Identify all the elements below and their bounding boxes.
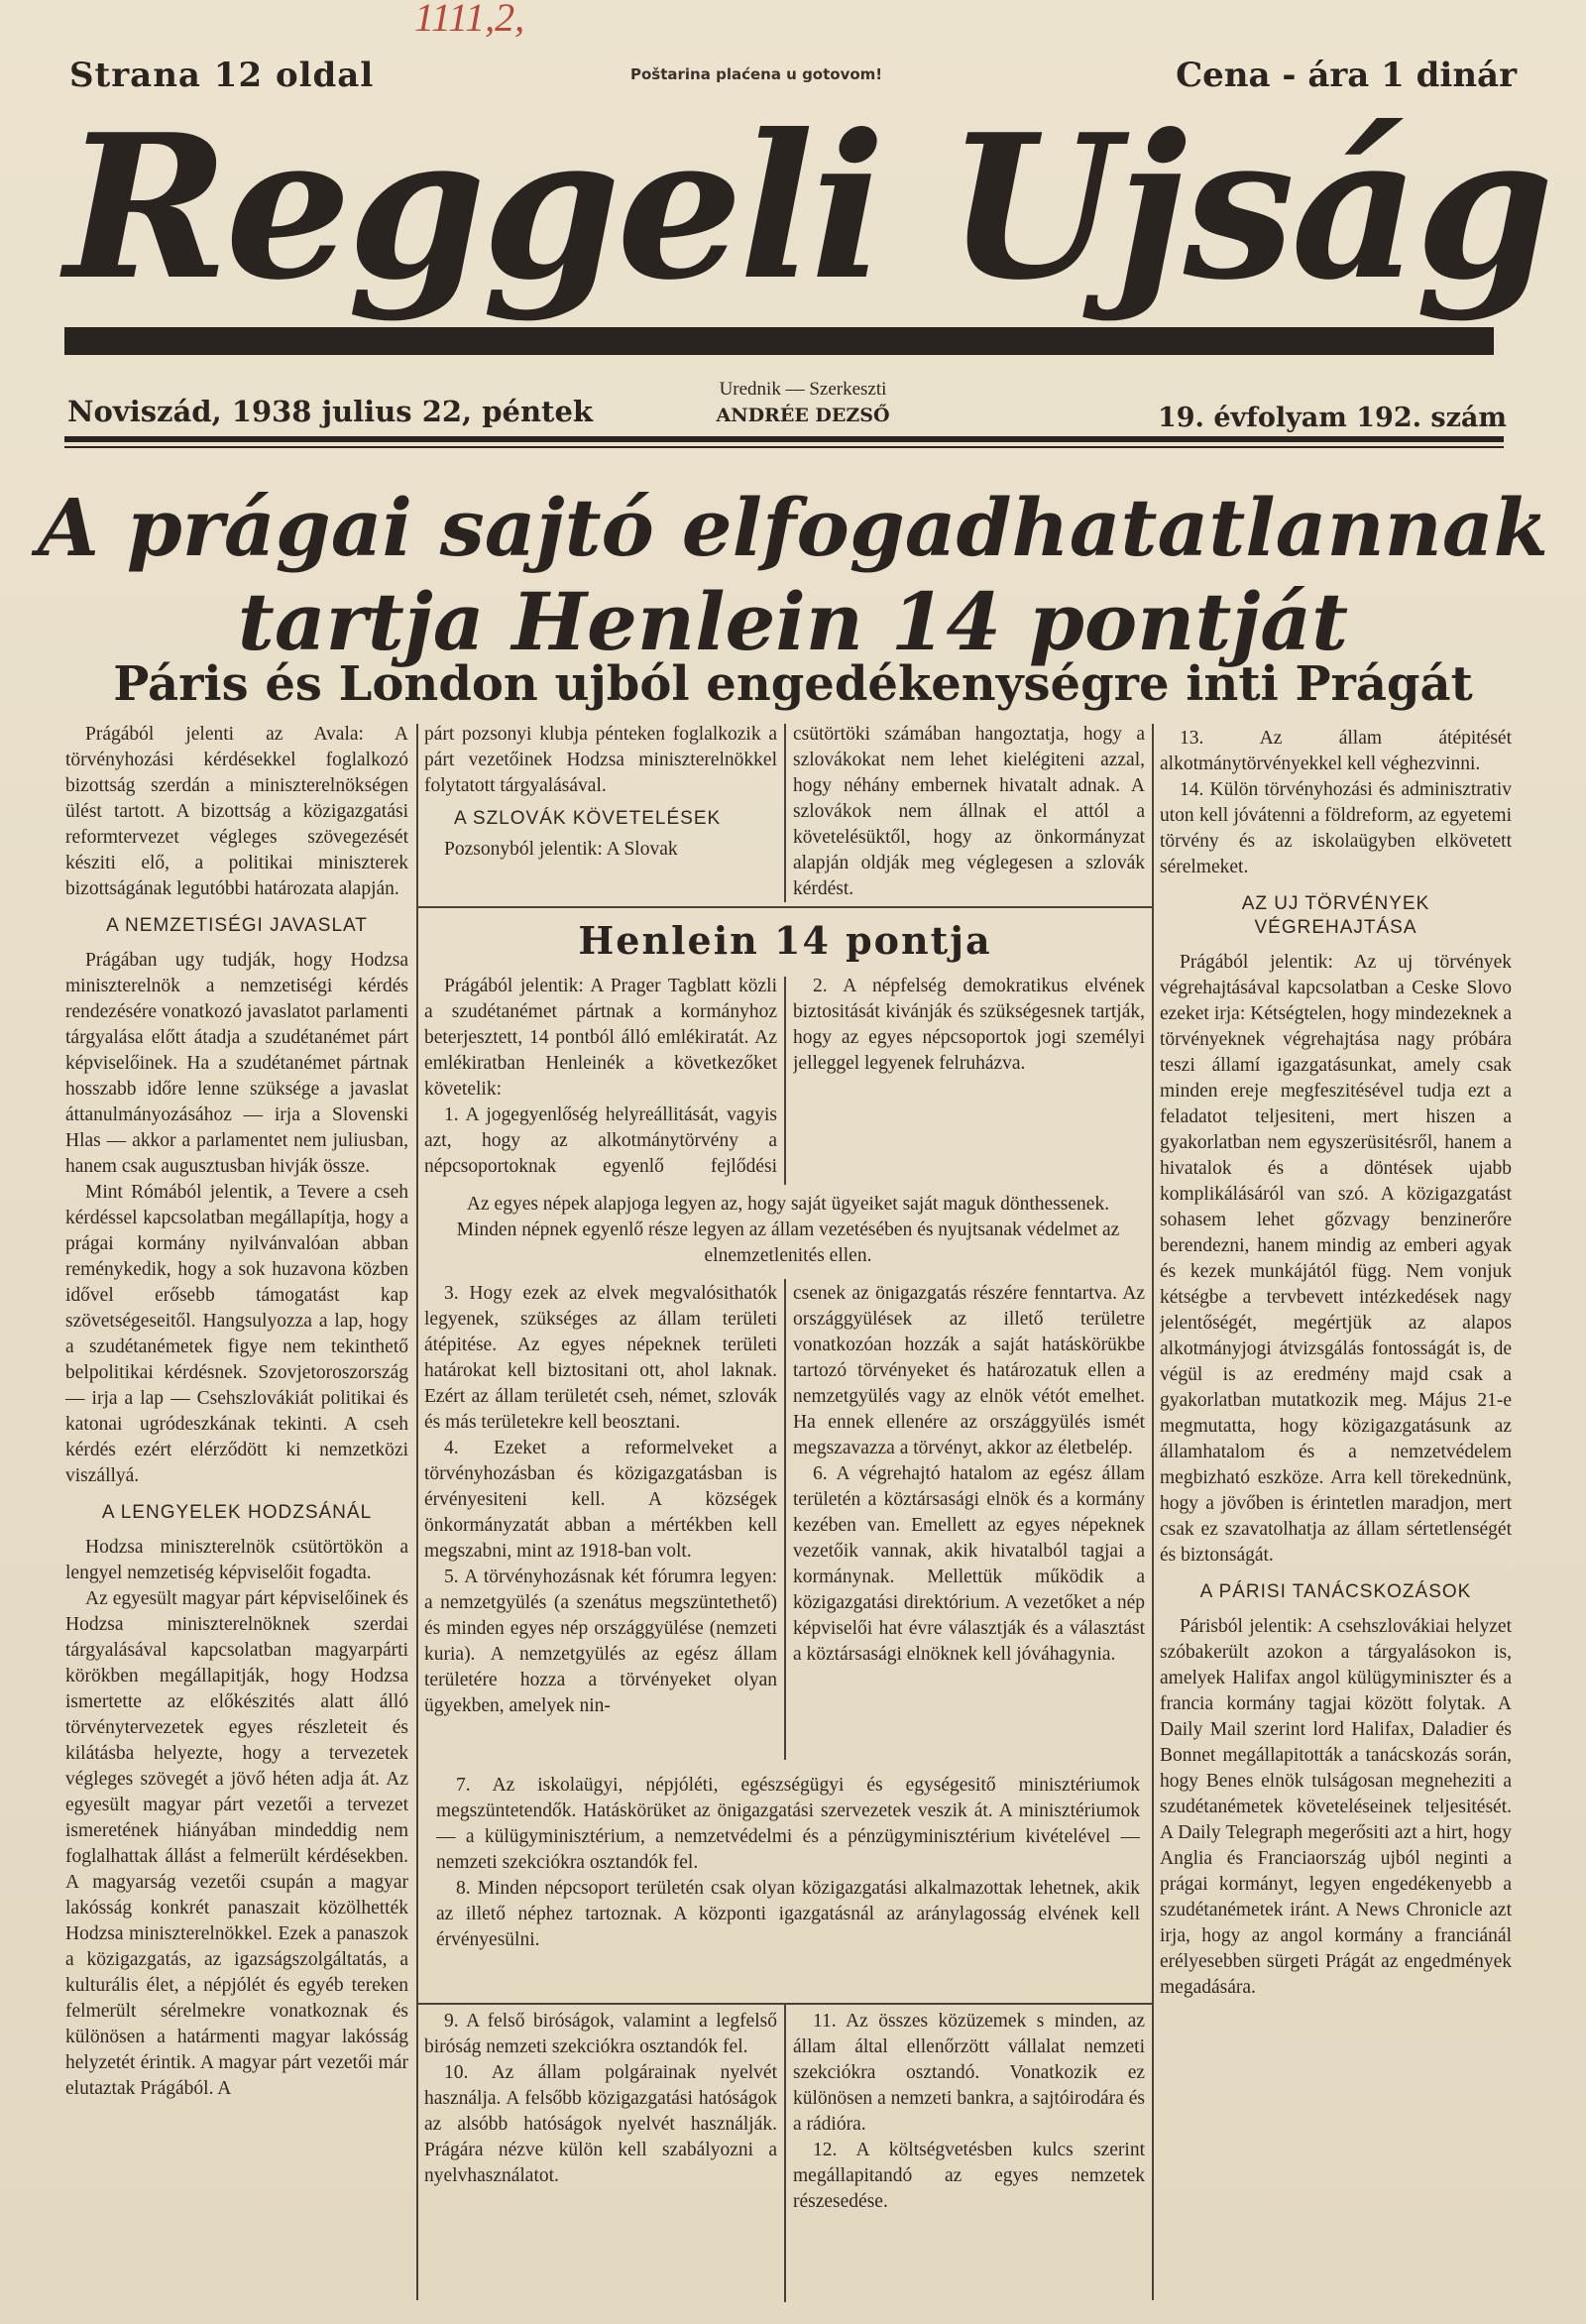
article-paragraph: Prágából jelentik: A Prager Tagblatt közli a szudétanémet pártnak a kormányhoz beterjesztett, 14 pontból álló emlékiratát. Az emlékiratban Henleinék a következőket követelik: — [424, 976, 777, 1100]
page-number: Strana 12 oldal — [69, 56, 375, 95]
section-heading: A LENGYELEK HODZSÁNÁL — [101, 1502, 373, 1523]
article-paragraph: 8. Minden népcsoport területén csak olyan közigazgatási alkalmazottak lehetnek, akik az illető néphez tartoznak. A központi igazgatásnál az aránylagosság elvének kell érvényesülni. — [436, 1878, 1140, 1950]
article-paragraph: 1. A jogegyenlőség helyreállitását, vagyis azt, hogy az alkotmánytörvény a népcsoportoknak egyenlő fejlődési — [424, 1104, 777, 1177]
article-paragraph: 4. Ezeket a reformelveket a törvényhozásban és közigazgatásban is érvényesiteni kell. A községek önkormányzatát abban a mértékben kell megszabni, mint az 1918-ban volt. — [424, 1438, 777, 1562]
article-paragraph: párt pozsonyi klubja pénteken foglalkozik a párt vezetőinek Hodzsa miniszterelnökkel folytatott tárgyalásával. — [424, 724, 777, 796]
editor-title: Urednik — Szerkeszti — [719, 379, 887, 400]
article-paragraph: 9. A felső biróságok, valamint a legfelső biróság nemzeti szekciókra osztandók fel. — [424, 2011, 777, 2057]
headline-line-2: tartja Henlein 14 pontját — [237, 575, 1349, 668]
section-heading: A SZLOVÁK KÖVETELÉSEK — [454, 808, 722, 829]
rule-thick — [64, 436, 1504, 442]
article-paragraph: 5. A törvényhozásnak két fórumra legyen: a nemzetgyülés (a szenátus megszüntethető) és minden egyes nép országgyülése (nemzeti kuria). A nemzetgyülés az egész állam területére hozza a törvényeket olyan ügyekben, amelyek nin- — [424, 1567, 777, 1716]
issue-number: 19. évfolyam 192. szám — [1157, 403, 1507, 433]
handwritten-note: 1111,2, — [414, 0, 525, 40]
column-4 — [1160, 726, 1512, 2307]
article-paragraph: 13. Az állam átépitését alkotmánytörvényekkel kell véghezvinni. — [1160, 728, 1512, 774]
column-3-top — [793, 722, 1145, 905]
price: Cena - ára 1 dinár — [1176, 56, 1517, 95]
section-heading: AZ UJ TÖRVÉNYEK VÉGREHAJTÁSA — [1241, 893, 1430, 938]
article-paragraph: Prágában ugy tudják, hogy Hodzsa miniszterelnök a nemzetiségi kérdés rendezésére vonatkozó javaslatot parlamenti tárgyalása előtt átadja a szudétanémet párt képviselőinek. Ha a szudétanémet pártnak hosszabb időre lenne szüksége a javaslat áttanulmányozásához — irja a Slovenski Hlas — akkor a parlamentet nem juliusban, hanem csak augusztusban hivják össze. — [65, 950, 408, 1177]
editor-name: ANDRÉE DEZSŐ — [716, 405, 890, 426]
article-paragraph: 3. Hogy ezek az elvek megvalósithatók legyenek, szükséges az állam területi átépitése. Az egyes népeknek területi határokat kell biztositani ott, ahol laknak. Ezért az állam területét cseh, német, szlovák és más területekre kell beosztani. — [424, 1283, 777, 1433]
article-paragraph: Párisból jelentik: A csehszlovákiai helyzet szóbakerült azokon a tárgyalásokon is, amelyek Halifax angol külügyminiszter és a francia kormány tagjai között folytak. A Daily Mail szerint lord Halifax, Daladier és Bonnet megállapitották a tanácskozás során, hogy Benes elnök tulságosan megneheziti a szudétanémetek követeléseinek teljesitését. A Daily Telegraph megerősiti azt a hirt, hogy Anglia és Franciaország ujból neginti a prágai kormányt, legyen engedékenyebb a szudétanémetek iránt. A News Chronicle azt irja, hogy az angol kormány a franciánál erélyesebben sürgeti Prágát az engedmények megadására. — [1160, 1616, 1512, 1998]
column-rule-2-top — [784, 724, 786, 902]
article-paragraph: 11. Az összes közüzemek s minden, az állam által ellenőrzött vállalat nemzeti szekciókra osztandó. Vonatkozik ez különösen a nemzeti bankra, a sajtóirodára és a rádióra. — [793, 2011, 1145, 2135]
section-heading: A PÁRISI TANÁCSKOZÁSOK — [1199, 1581, 1472, 1602]
box-col-f — [793, 2009, 1145, 2306]
article-paragraph: 10. Az állam polgárainak nyelvét használja. A felsőbb közigazgatási hatóságok az alsóbb hatóságok nyelvét használják. Prágára nézve külön kell szabályozni a nyelvhasználatot. — [424, 2062, 777, 2186]
article-paragraph: csütörtöki számában hangoztatja, hogy a szlovákokat nem lehet kielégiteni azzal, hogy néhány embernek hivatalt adnak. A szlovákok nem állnak el attól a követelésüktől, hogy az önkormányzat alapján oldják meg véglegesen a szlovák kérdést. — [793, 724, 1145, 899]
postage-notice: Poštarina plaćena u gotovom! — [630, 65, 883, 83]
masthead-bar — [64, 327, 1494, 355]
box-col-b — [793, 974, 1145, 1182]
box-title: Henlein 14 pontja — [578, 918, 992, 963]
rule-thin — [64, 446, 1504, 448]
masthead: Reggeli Ujság — [64, 91, 1550, 324]
box-col-a — [424, 974, 777, 1182]
box-col-e — [424, 2009, 777, 2306]
column-1 — [65, 722, 408, 2308]
column-rule-3 — [1152, 724, 1154, 2300]
article-paragraph: 6. A végrehajtó hatalom az egész állam területén a köztársasági elnök és a kormány kezében van. Emellett az egyes népeknek vezetőik vannak, akik hivatalból tagjai a kormánynak. Mellettük működik a közigazgatási direktórium. A vezetőket a nép képviselői hat évre választják és a választást a köztársasági elnöknek kell jóváhagynia. — [793, 1463, 1145, 1665]
box-split-2 — [784, 1279, 786, 1760]
article-paragraph: Pozsonyból jelentik: A Slovak — [444, 839, 678, 860]
column-2-top — [424, 722, 777, 905]
dateline: Noviszád, 1938 julius 22, péntek — [67, 395, 594, 428]
box-split-1 — [784, 977, 786, 1185]
article-paragraph: Prágából jelentik: Az uj törvények végrehajtásával kapcsolatban a Ceske Slovo ezeket irja: Kétségtelen, hogy mindezeknek a törvényeknek végrehajtása nagy próbára teszi államí igazgatásunkat, amely csak minden ereje megfeszitésével tudja ezt a feladatot teljesiteni, mert hiszen a gyakorlatban nem egyszerüsitésről, hanem a hivatalok és a döntések ujabb komplikálásáról van szó. A közigazgatást sohasem lehet gőzvagy benzinerőre berendezni, hanem mindig az emberi agyak és kezek munkájától függ. Nem vonjuk kétségbe a tervbevett intézkedések nagy jelentőségét, megértjük az alapos alkotmányjogi átvizsgálás fontosságát is, de végül is az eredmény majd csak a gyakorlatban mutatkozik meg. Május 21-e megmutatta, hogy közigazgatásunk az államhatalom és a nemzetvédelem megbizható eszköze. Arra kell törekednünk, hogy a jövőben is érintetlen maradjon, mert csak ez szavatolhatja az állam sértetlenségét és biztonságát. — [1160, 952, 1512, 1566]
column-rule-1 — [416, 724, 418, 2300]
article-paragraph: Hodzsa miniszterelnök csütörtökön a lengyel nemzetiség képviselőit fogadta. — [65, 1537, 408, 1583]
article-paragraph: 12. A költségvetésben kulcs szerint megállapitandó az egyes nemzetek részesedése. — [793, 2140, 1145, 2212]
box-split-3 — [784, 2005, 786, 2302]
box-col-d — [793, 1281, 1145, 1757]
article-paragraph: 7. Az iskolaügyi, népjóléti, egészségügyi és egységesitő minisztériumok megszüntetendők. Hatáskörüket az önigazgatási szervezetek veszik át. A minisztériumok — a külügyminisztérium, a nemzetvédelmi és a pénzügyminisztérium kivételével — nemzeti szekciókra osztandók fel. — [436, 1775, 1140, 1873]
box-center-1: Az egyes népek alapjoga legyen az, hogy saját ügyeiket saját maguk dönthessenek. Minden népnek egyenlő része legyen az állam vezetésében és nyujtsanak védelmet az elnemzetlenités ellen. — [456, 1194, 1120, 1266]
box-top-rule — [418, 906, 1152, 908]
section-heading: A NEMZETISÉGI JAVASLAT — [106, 915, 368, 936]
headline-line-1: A prágai sajtó elfogadhatatlannak — [37, 481, 1549, 574]
article-paragraph: Mint Rómából jelentik, a Tevere a cseh kérdéssel kapcsolatban megállapítja, hogy a prágai kormány nyilvánvalóan abban reménykedik, hogy a sok huzavona közben idővel erősebb támogatást kap szövetségeseitől. Hangsulyozza a lap, hogy a szudétanémetek figye nem tekinthető belpolitikai kérdésnek. Szovjetoroszország — irja a lap — Csehszlovákiát politikai és katonai ugródeszkának tekinti. A cseh kérdés ezért elérződött ki nemzetközi viszállyá. — [65, 1182, 408, 1486]
article-paragraph: Prágából jelenti az Avala: A törvényhozási kérdésekkel foglalkozó bizottság szerdán a miniszterelnökségen ülést tartott. A bizottság a közigazgatási reformtervezet végleges szövegezését késziti elő, a politikai miniszterek bizottságának legutóbbi határozata alapján. — [65, 724, 408, 899]
article-paragraph: Az egyesült magyar párt képviselőinek és Hodzsa miniszterelnöknek szerdai tárgyalásával kapcsolatban magyarpárti körökben megállapitják, hogy Hodzsa ismertette az előkészités alatt álló törvénytervezetek egyes részleteit és kilátásba helyezte, hogy a tervezetek végleges szövegét a jövő héten adja át. Az egyesült magyar párt vezetői a tervezet ismeretének hiányában mindeddig nem foglalhattak állást a felmerült kérdésekben. A magyarság vezetői csupán a magyar lakósság konkrét panaszait közölhették Hodzsa miniszterelnökkel. Ezek a panaszok a közigazgatás, az igazságszolgáltatás, a kulturális élet, a népjólét és egyéb tereken felmerült sérelmekre vonatkoznak és különösen a határmenti magyar lakósság helyzetét érintik. A magyar párt vezetői már elutaztak Prágából. A — [65, 1588, 408, 2099]
box-center-2 — [436, 1773, 1140, 1996]
headline-subtitle: Páris és London ujból engedékenységre inti Prágát — [113, 656, 1473, 712]
article-paragraph: csenek az önigazgatás részére fenntartva. Az országgyülések az illető területre vonatkozóan hozzák a saját hatáskörükbe tartozó törvényeket és határozatuk ellen a nemzetgyülés vagy az elnök vétót emelhet. Ha ennek ellenére az országgyülés ismét megszavazza a törvényt, akkor az életbelép. — [793, 1283, 1145, 1458]
box-col-c — [424, 1281, 777, 1757]
article-paragraph: 14. Külön törvényhozási és adminisztrativ uton kell jóvátenni a földreform, az egyetemi törvény és az iskolaügyben elkövetett sérelmeket. — [1160, 779, 1512, 877]
article-paragraph: 2. A népfelség demokratikus elvének biztositását kivánják és szükségesnek tartják, hogy az egyes népcsoportok jogi személyi jelleggel legyenek felruházva. — [793, 976, 1145, 1074]
